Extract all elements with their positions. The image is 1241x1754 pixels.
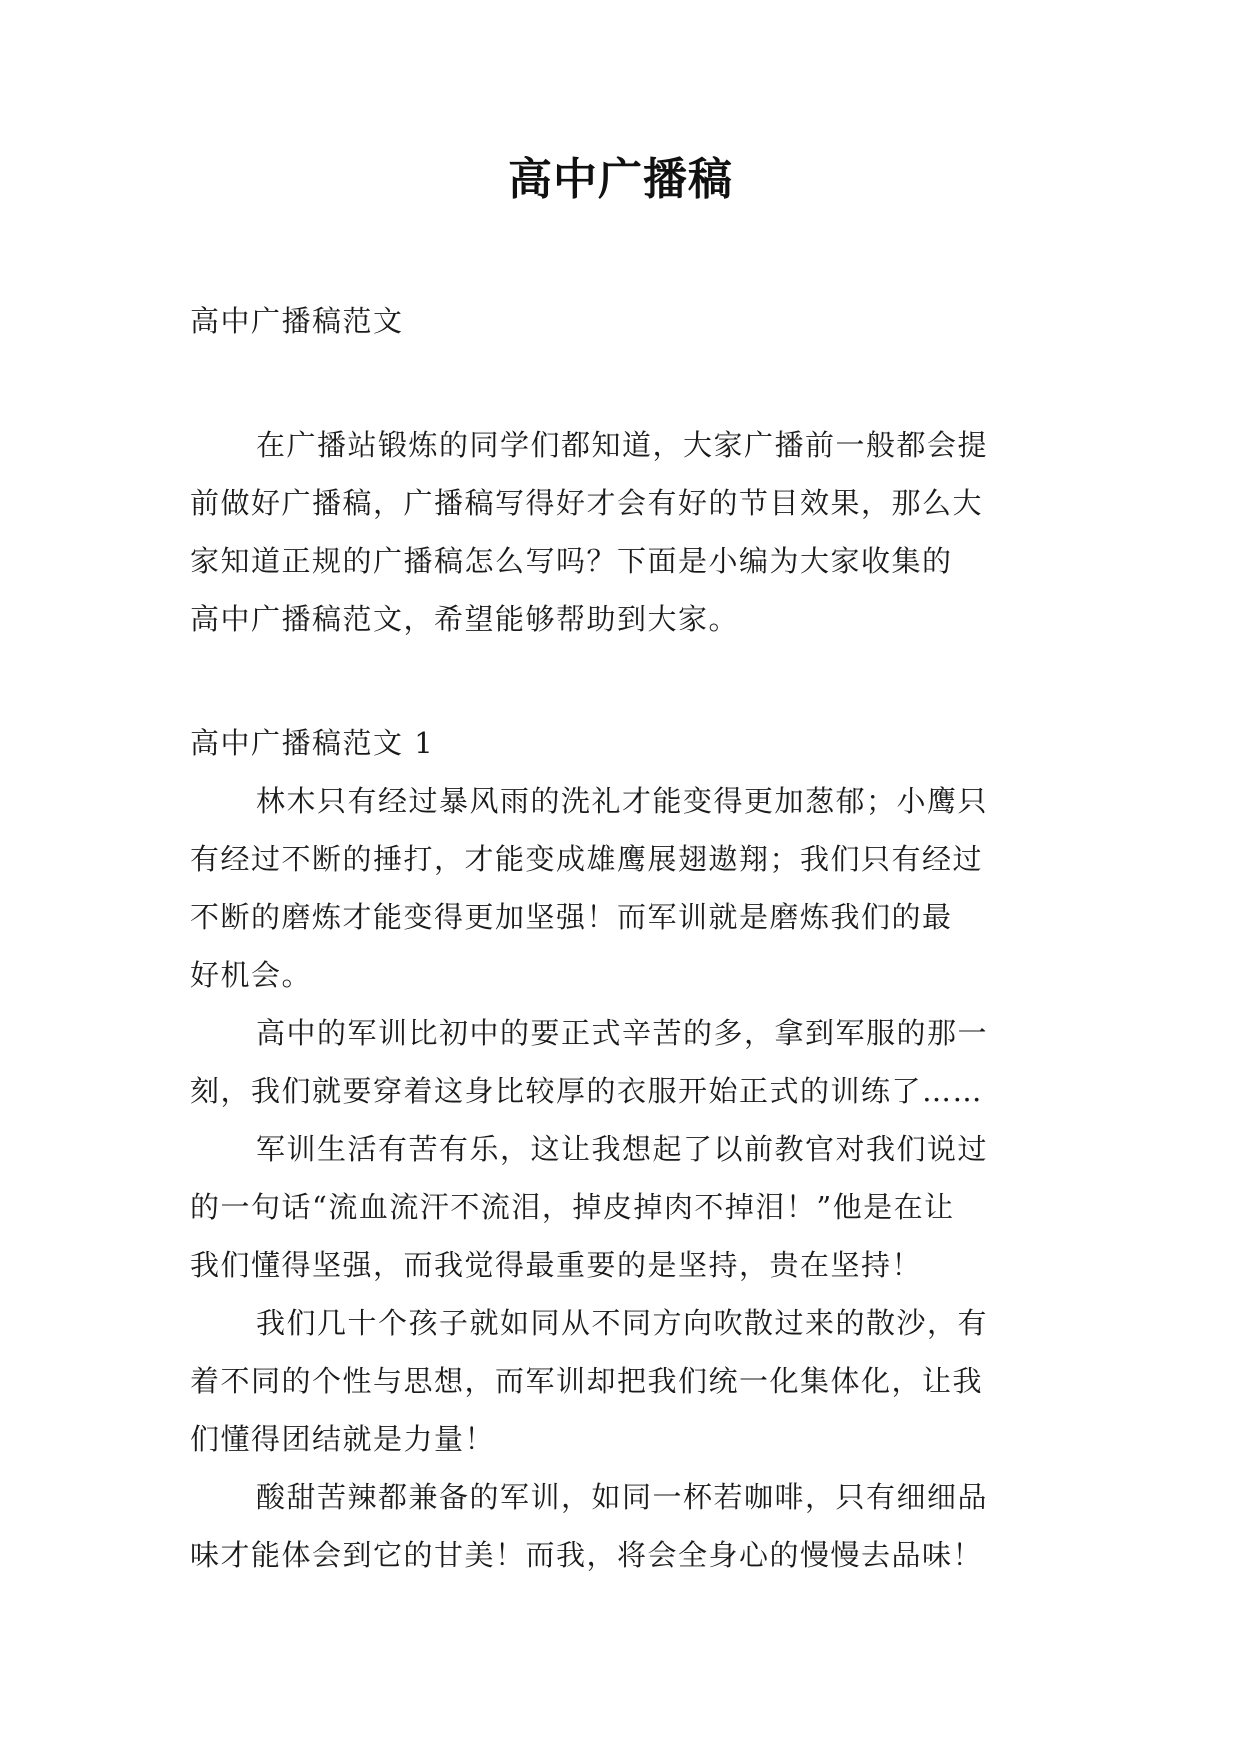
para4-line-1: 我们几十个孩子就如同从不同方向吹散过来的散沙，有 (256, 1306, 989, 1340)
para4-line-2: 着不同的个性与思想，而军训却把我们统一化集体化，让我 (190, 1364, 984, 1398)
spacer (190, 648, 1052, 714)
para3-line-1: 军训生活有苦有乐，这让我想起了以前教官对我们说过 (256, 1132, 989, 1166)
paragraph-5 (190, 1468, 1052, 1584)
para1-line-3: 不断的磨炼才能变得更加坚强！而军训就是磨炼我们的最 (190, 900, 953, 934)
section-heading: 高中广播稿范文 1 (190, 726, 435, 760)
para1-line-2: 有经过不断的捶打，才能变成雄鹰展翅遨翔；我们只有经过 (190, 842, 984, 876)
paragraph-1 (190, 772, 1052, 1004)
para3-line-2: 的一句话“流血流汗不流泪，掉皮掉肉不掉泪！”他是在让 (190, 1190, 955, 1224)
intro-line-3: 家知道正规的广播稿怎么写吗？下面是小编为大家收集的 (190, 544, 953, 578)
para2-line-1: 高中的军训比初中的要正式辛苦的多，拿到军服的那一 (256, 1016, 989, 1050)
intro-paragraph (190, 416, 1052, 648)
para5-line-1: 酸甜苦辣都兼备的军训，如同一杯若咖啡，只有细细品 (256, 1480, 989, 1514)
para2-line-2: 刻，我们就要穿着这身比较厚的衣服开始正式的训练了…… (190, 1074, 984, 1108)
subtitle: 高中广播稿范文 (190, 304, 404, 338)
intro-line-4: 高中广播稿范文，希望能够帮助到大家。 (190, 602, 740, 636)
para5-line-2: 味才能体会到它的甘美！而我，将会全身心的慢慢去品味！ (190, 1538, 984, 1572)
intro-line-1: 在广播站锻炼的同学们都知道，大家广播前一般都会提 (256, 428, 989, 462)
document-title: 高中广播稿 (508, 154, 733, 205)
intro-line-2: 前做好广播稿，广播稿写得好才会有好的节目效果，那么大 (190, 486, 984, 520)
para3-line-3: 我们懂得坚强，而我觉得最重要的是坚持，贵在坚持！ (190, 1248, 923, 1282)
para4-line-3: 们懂得团结就是力量！ (190, 1422, 496, 1456)
paragraph-3 (190, 1120, 1052, 1294)
paragraph-4 (190, 1294, 1052, 1468)
paragraph-2 (190, 1004, 1052, 1120)
spacer (190, 350, 1052, 416)
para1-line-1: 林木只有经过暴风雨的洗礼才能变得更加葱郁；小鹰只 (256, 784, 989, 818)
para1-line-4: 好机会。 (190, 958, 313, 992)
document-body (190, 292, 1052, 1584)
